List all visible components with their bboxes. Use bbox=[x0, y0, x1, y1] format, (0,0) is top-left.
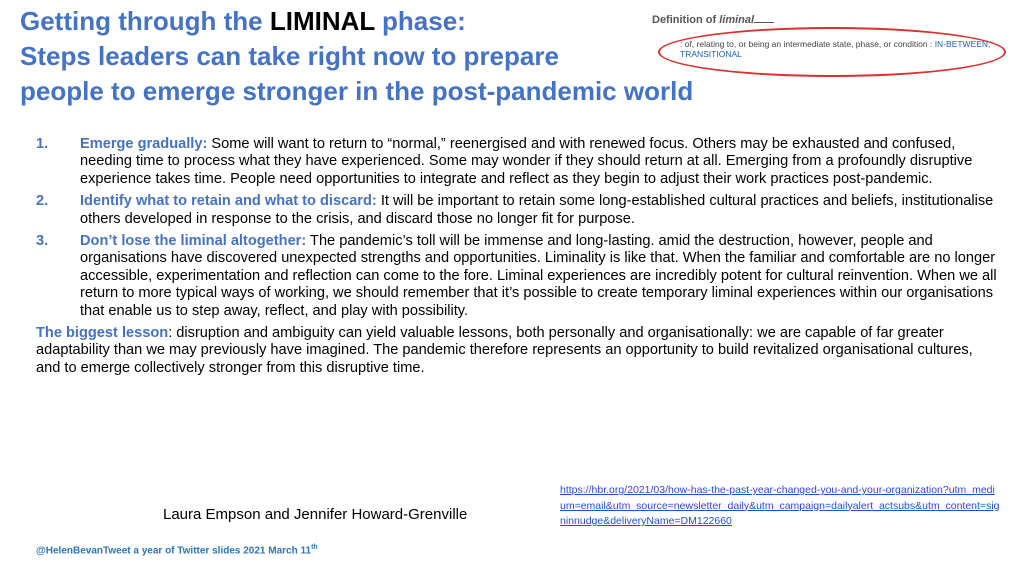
title-liminal-word: LIMINAL bbox=[269, 6, 375, 36]
step-text: The pandemic’s toll will be immense and long-lasting. amid the destruction, however, people and organisations have discovered unexpected strengths and opportunities. Liminality is like that. When the familiar and comfortable are no longer accessible, experimentation and reflection can come to the fore. Liminal experiences are incredibly potent for cultural reinvention. When we all return to more typical ways of working, we should remember that it’s possible to create temporary liminal experiences within our organisations that enable us to step away, reflect, and play with possibility. bbox=[80, 233, 997, 319]
step-lead: Identify what to retain and what to discard: bbox=[80, 193, 377, 210]
definition-heading-prefix: Definition of bbox=[652, 14, 720, 26]
definition-heading-word: liminal bbox=[719, 14, 755, 26]
step-text: Some will want to return to “normal,” reenergised and with renewed focus. Others may be exhausted and confused, needing time to process what they have experienced. Some may wonder if they should return at all. Emerging from a profoundly disruptive experience takes time. People need opportunities to integrate and reflect as they begin to adjust their work practices post-pandemic. bbox=[80, 136, 973, 187]
footer-text: @HelenBevanTweet a year of Twitter slides 2021 March 11 bbox=[36, 545, 312, 557]
source-link[interactable]: https://hbr.org/2021/03/how-has-the-past-year-changed-you-and-your-organization?utm_medium=email&utm_source=newsletter_daily&utm_campaign=dailyalert_actsubs&utm_content=signinnudge&deliveryName=DM122660 bbox=[560, 484, 1000, 527]
step-item-1 bbox=[36, 136, 998, 188]
biggest-lesson bbox=[36, 325, 998, 377]
definition-underline bbox=[754, 22, 774, 23]
step-item-2 bbox=[36, 193, 998, 228]
footer-sup: th bbox=[311, 544, 318, 551]
definition-text-prefix: : of, relating to, or being an intermediate state, phase, or condition : bbox=[680, 39, 935, 49]
title-line-3: people to emerge stronger in the post-pandemic world bbox=[20, 76, 694, 106]
definition-text bbox=[680, 39, 1002, 59]
definition-callout bbox=[650, 12, 1015, 80]
step-number: 1. bbox=[36, 136, 49, 152]
title-line-1-part2: phase: bbox=[374, 6, 466, 36]
step-number: 3. bbox=[36, 233, 49, 250]
step-lead: Don’t lose the liminal altogether: bbox=[80, 233, 307, 250]
step-text: It will be important to retain some long-established cultural practices and beliefs, institutionalise others developed in response to the crisis, and discard those no longer fit for purpose. bbox=[80, 193, 994, 227]
footer-credit bbox=[36, 544, 318, 556]
slide-body bbox=[36, 136, 998, 377]
step-item-3 bbox=[36, 233, 998, 320]
step-lead: Emerge gradually: bbox=[80, 136, 208, 152]
definition-heading bbox=[652, 14, 774, 26]
title-line-2: Steps leaders can take right now to prepare bbox=[20, 41, 559, 71]
authors: Laura Empson and Jennifer Howard-Grenville bbox=[163, 506, 468, 523]
definition-text-caps: IN-BETWEEN, TRANSITIONAL bbox=[680, 39, 991, 59]
lesson-text: : disruption and ambiguity can yield valuable lessons, both personally and organisationally: we are capable of far greater adaptability than we may previously have imagined. The pandemic therefore represents an opportunity to build revitalized organisational cultures, and to emerge collectively stronger from this disruptive time. bbox=[36, 325, 973, 376]
title-line-1-part1: Getting through the bbox=[20, 6, 270, 36]
step-number: 2. bbox=[36, 193, 49, 210]
lesson-lead: The biggest lesson bbox=[36, 325, 169, 342]
